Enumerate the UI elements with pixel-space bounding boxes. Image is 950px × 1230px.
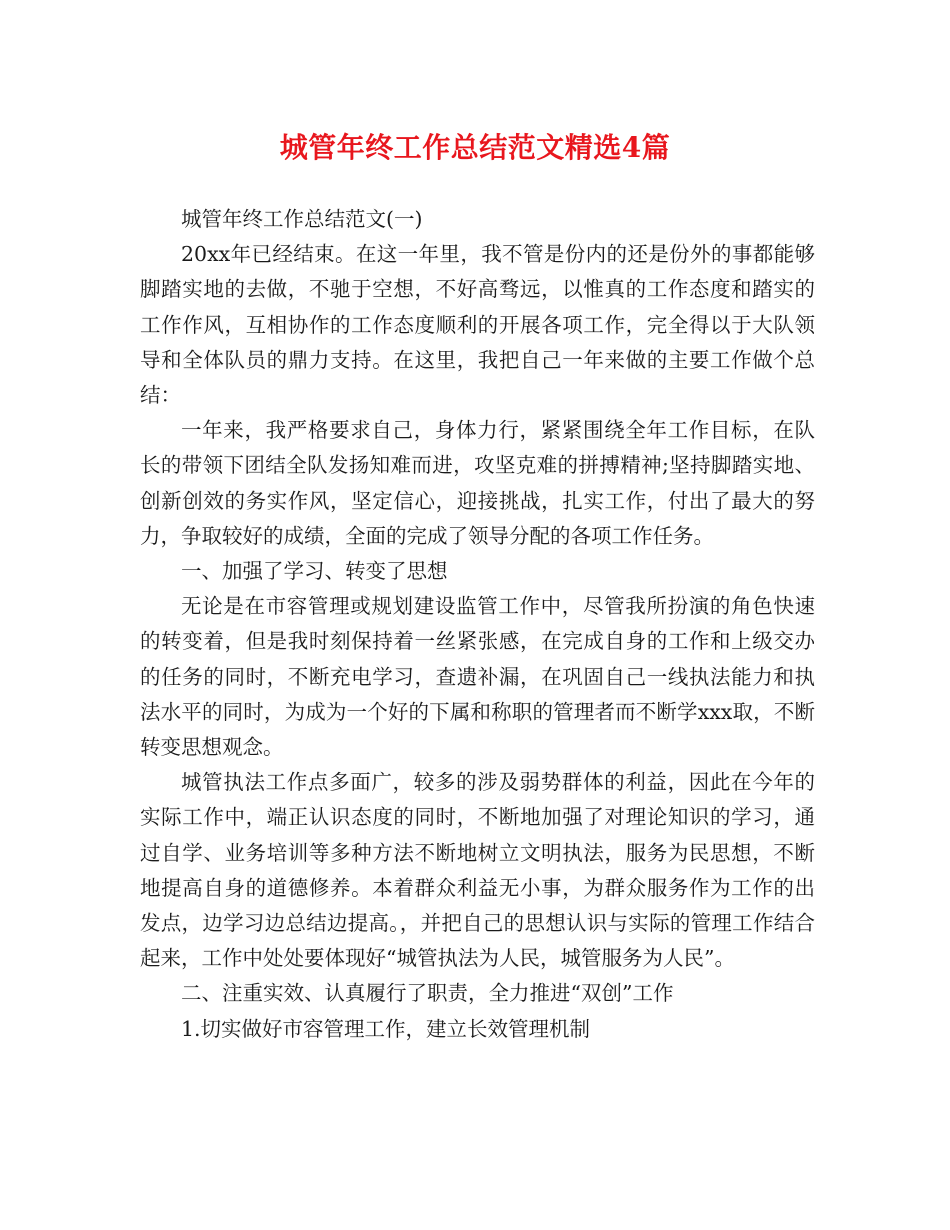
section-heading: 二、注重实效、认真履行了职责，全力推进“双创”工作 [181,981,674,1006]
body-paragraph: 城管执法工作点多面广，较多的涉及弱势群体的利益，因此在今年的实际工作中，端正认识态度的同时，不断地加强了对理论知识的学习，通过自学、业务培训等多种方法不断地树立文明执法，服务为民思想，不断地提高自身的道德修养。本着群众利益无小事，为群众服务作为工作的出发点，边学习边总结边提高。，并把自己的思想认识与实际的管理工作结合起来，工作中处处要体现好“城管执法为人民，城管服务为人民”。 [140,770,815,971]
body-paragraph: 20xx年已经结束。在这一年里，我不管是份内的还是份外的事都能够脚踏实地的去做，不驰于空想，不好高骛远，以惟真的工作态度和踏实的工作作风，互相协作的工作态度顺利的开展各项工作，完全得以于大队领导和全体队员的鼎力支持。在这里，我把自己一年来做的主要工作做个总结： [140,242,815,408]
section-heading: 城管年终工作总结范文(一) [181,207,423,231]
document-body [140,202,815,1047]
section-heading: 一、加强了学习、转变了思想 [181,559,448,584]
subsection-heading: 1.切实做好市容管理工作，建立长效管理机制 [181,1016,591,1041]
document-title: 城管年终工作总结范文精选4篇 [279,131,671,164]
body-paragraph: 一年来，我严格要求自己，身体力行，紧紧围绕全年工作目标，在队长的带领下团结全队发扬知难而进，攻坚克难的拼搏精神;坚持脚踏实地、创新创效的务实作风，坚定信心，迎接挑战，扎实工作，付出了最大的努力，争取较好的成绩，全面的完成了领导分配的各项工作任务。 [140,418,815,548]
body-paragraph: 无论是在市容管理或规划建设监管工作中，尽管我所扮演的角色快速的转变着，但是我时刻保持着一丝紧张感，在完成自身的工作和上级交办的任务的同时，不断充电学习，查遗补漏，在巩固自己一线执法能力和执法水平的同时，为成为一个好的下属和称职的管理者而不断学xxx取，不断转变思想观念。 [140,594,815,760]
